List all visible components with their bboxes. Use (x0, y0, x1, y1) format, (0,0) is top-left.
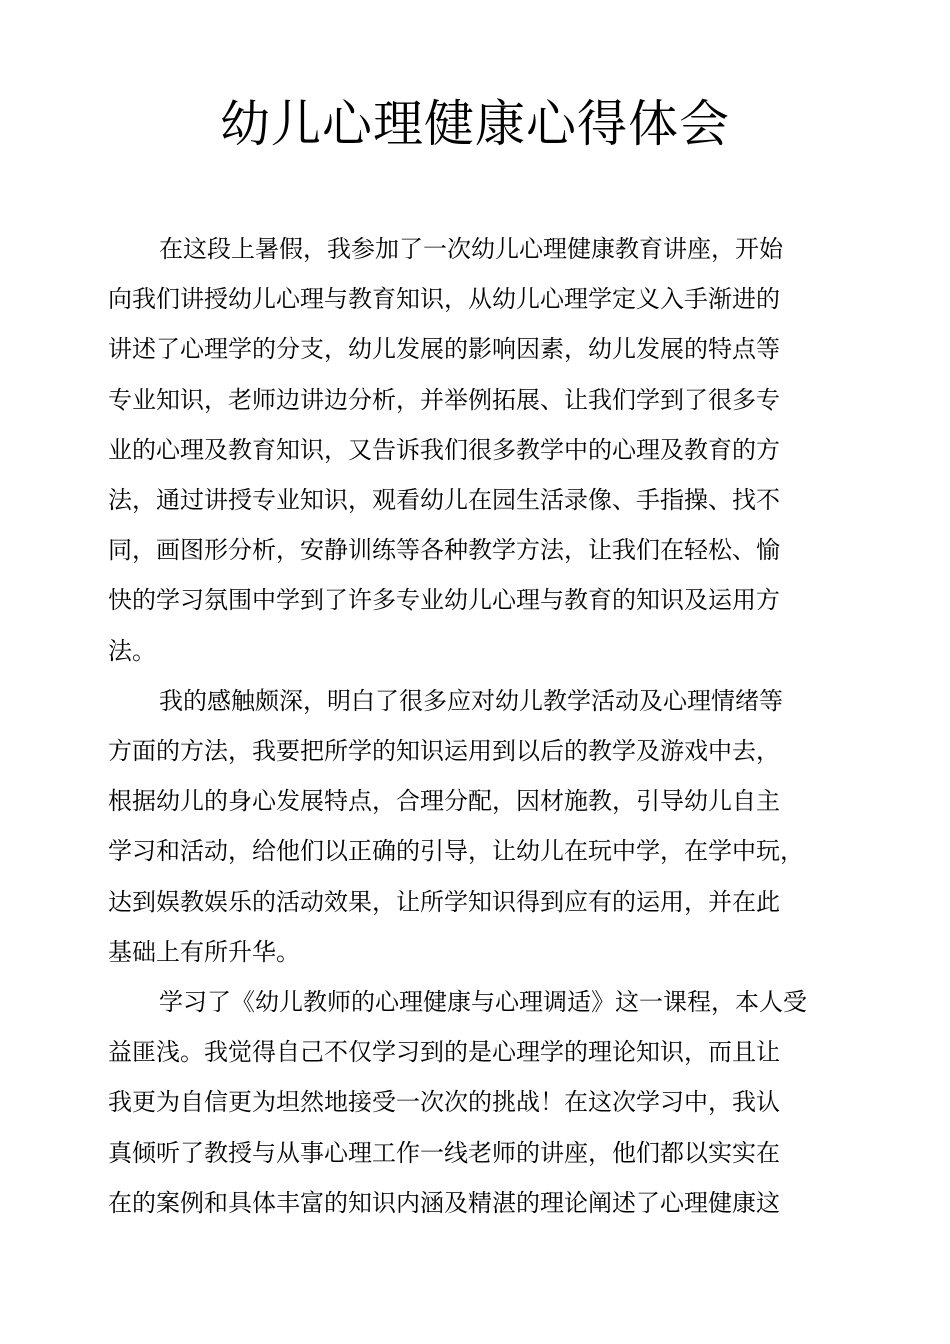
text-line: 基础上有所升华。 (108, 937, 300, 966)
text-line: 同，画图形分析，安静训练等各种教学方法，让我们在轻松、愉 (108, 536, 780, 565)
text-line: 学习了《幼儿教师的心理健康与心理调适》这一课程，本人受 (159, 988, 807, 1017)
text-line: 在这段上暑假，我参加了一次幼儿心理健康教育讲座，开始 (159, 235, 783, 263)
text-line: 法。 (108, 636, 156, 665)
text-line: 法，通过讲授专业知识，观看幼儿在园生活录像、手指操、找不 (108, 486, 780, 515)
text-line: 讲述了心理学的分支，幼儿发展的影响因素，幼儿发展的特点等 (108, 335, 780, 364)
text-line: 在的案例和具体丰富的知识内涵及精湛的理论阐述了心理健康这 (108, 1188, 780, 1217)
text-line: 我的感触颇深，明白了很多应对幼儿教学活动及心理情绪等 (159, 686, 783, 715)
text-line: 根据幼儿的身心发展特点，合理分配，因材施教，引导幼儿自主 (108, 787, 780, 816)
text-line: 快的学习氛围中学到了许多专业幼儿心理与教育的知识及运用方 (108, 586, 780, 615)
text-line: 向我们讲授幼儿心理与教育知识，从幼儿心理学定义入手渐进的 (108, 285, 780, 314)
paragraph-2 (108, 676, 868, 977)
document-body (108, 224, 868, 1228)
text-line: 真倾听了教授与从事心理工作一线老师的讲座，他们都以实实在 (108, 1138, 780, 1167)
paragraph-1 (108, 224, 868, 676)
document-title: 幼儿心理健康心得体会 (220, 95, 730, 153)
text-line: 专业知识，老师边讲边分析，并举例拓展、让我们学到了很多专 (108, 385, 780, 414)
text-line: 我更为自信更为坦然地接受一次次的挑战！在这次学习中，我认 (108, 1088, 780, 1117)
text-line: 方面的方法，我要把所学的知识运用到以后的教学及游戏中去， (108, 737, 780, 766)
text-line: 业的心理及教育知识，又告诉我们很多教学中的心理及教育的方 (108, 435, 780, 464)
text-line: 益匪浅。我觉得自己不仅学习到的是心理学的理论知识，而且让 (108, 1038, 780, 1067)
text-line: 学习和活动，给他们以正确的引导，让幼儿在玩中学，在学中玩， (108, 837, 804, 866)
text-line: 达到娱教娱乐的活动效果，让所学知识得到应有的运用，并在此 (108, 887, 780, 916)
paragraph-3 (108, 977, 868, 1228)
